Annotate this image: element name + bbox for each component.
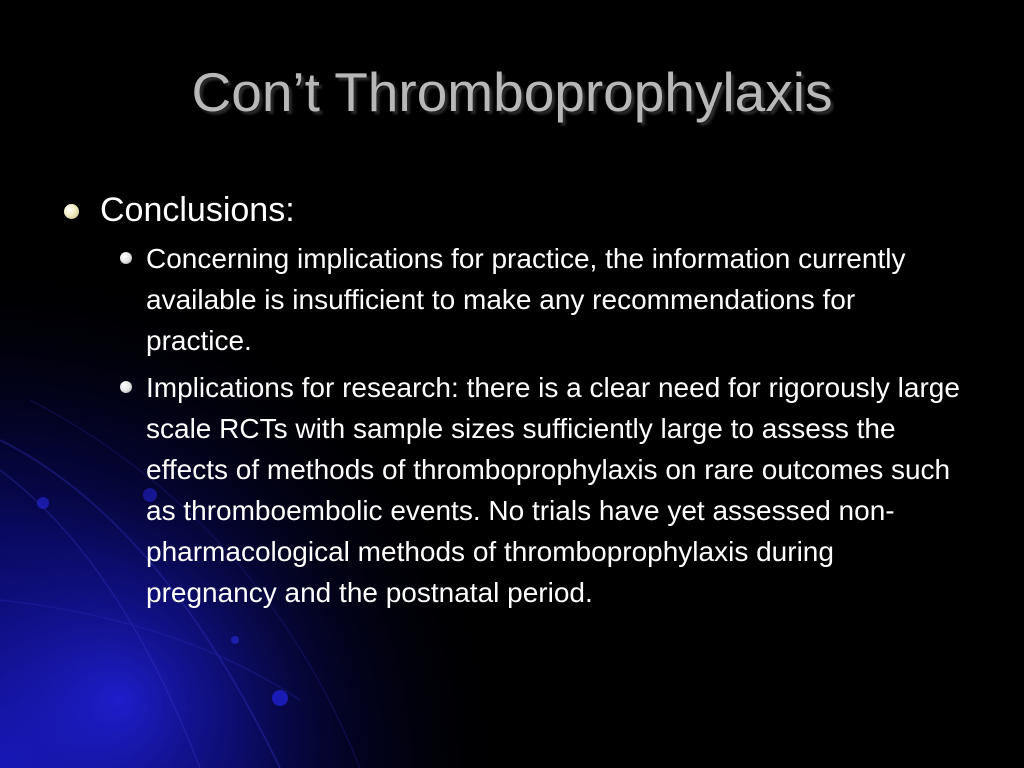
sub-bullet-text: Implications for research: there is a clear need for rigorously large scale RCTs with sample sizes sufficiently large to assess the effects of methods of thromboprophylaxis on rare outcomes such as thromboembolic events. No trials have yet assessed non-pharmacological methods of thromboprophylaxis during pregnancy and the postnatal period. [146,372,960,608]
conclusions-heading: Conclusions: [100,191,295,229]
sub-bullet-list [120,238,962,613]
bullet-dot-icon [64,204,79,219]
slide-title: Con’t Thromboprophylaxis [191,61,833,123]
sub-bullet-item [120,367,962,613]
sub-bullet-text: Concerning implications for practice, the information currently available is insufficient to make any recommendations for practice. [146,243,906,356]
sub-bullet-item [120,238,962,361]
sub-bullet-dot-icon [120,381,132,393]
sub-bullet-dot-icon [120,252,132,264]
slide-content [62,188,962,619]
bullet-conclusions [62,188,962,232]
